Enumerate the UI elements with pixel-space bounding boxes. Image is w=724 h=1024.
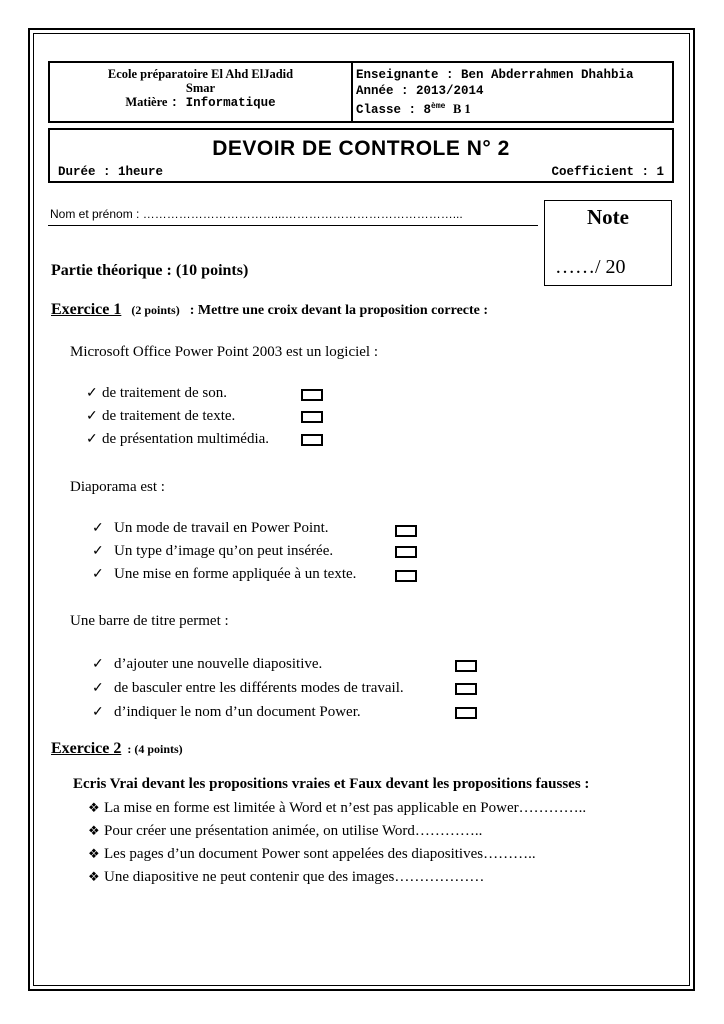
exercise2-points: : (4 points) — [127, 742, 183, 756]
school-city: Smar — [185, 81, 216, 95]
q1-option-3 — [86, 431, 269, 448]
q1-option-1 — [86, 385, 227, 402]
q3-option-1 — [92, 656, 322, 673]
option-label: Un mode de travail en Power Point. — [114, 520, 329, 536]
option-label: d’indiquer le nom d’un document Power. — [114, 704, 361, 720]
q2-option-3 — [92, 566, 356, 583]
q2-checkbox-2[interactable] — [395, 546, 417, 558]
header-box — [48, 61, 674, 123]
ex2-item-text: Pour créer une présentation animée, on utilise Word………….. — [104, 823, 483, 839]
q3-option-3 — [92, 704, 361, 721]
teacher-info — [356, 67, 634, 118]
title-box — [48, 128, 674, 183]
question-2-text: Diaporama est : — [70, 479, 165, 495]
q2-option-2 — [92, 543, 333, 560]
q2-option-1 — [92, 520, 329, 537]
ex2-item-text: La mise en forme est limitée à Word et n’est pas applicable en Power………….. — [104, 800, 587, 816]
q2-checkbox-1[interactable] — [395, 525, 417, 537]
subject-value: : Informatique — [170, 96, 276, 110]
ex2-item-text: Une diapositive ne peut contenir que des images……………… — [104, 869, 485, 885]
diamond-bullet-icon: ❖ — [88, 800, 100, 815]
ex2-item-text: Les pages d’un document Power sont appelées des diapositives……….. — [104, 846, 536, 862]
check-icon: ✓ — [92, 657, 104, 672]
question-3-text: Une barre de titre permet : — [70, 613, 229, 629]
check-icon: ✓ — [92, 544, 104, 559]
class-prefix: Classe : 8 — [356, 103, 432, 118]
q2-checkbox-3[interactable] — [395, 570, 417, 582]
check-icon: ✓ — [86, 409, 98, 424]
ex2-item-2 — [88, 823, 482, 840]
exercise2-title: Exercice 2 — [51, 740, 122, 757]
note-box — [544, 200, 672, 286]
check-icon: ✓ — [92, 567, 104, 582]
q3-checkbox-3[interactable] — [455, 707, 477, 719]
subject-label: Matière — [125, 95, 168, 109]
note-label: Note — [587, 205, 629, 229]
diamond-bullet-icon: ❖ — [88, 846, 100, 861]
option-label: de basculer entre les différents modes de travail. — [114, 680, 404, 696]
header-divider — [351, 63, 353, 121]
check-icon: ✓ — [86, 386, 98, 401]
teacher-name: Enseignante : Ben Abderrahmen Dhahbia — [356, 68, 634, 82]
q1-checkbox-3[interactable] — [301, 434, 323, 446]
theory-title: Partie théorique : (10 points) — [51, 262, 249, 279]
coefficient: Coefficient : 1 — [551, 165, 664, 179]
class — [356, 99, 634, 118]
option-label: de traitement de son. — [102, 385, 227, 401]
q3-checkbox-2[interactable] — [455, 683, 477, 695]
ex2-item-1 — [88, 800, 586, 817]
subject — [50, 95, 351, 110]
class-sup: ème — [431, 102, 446, 111]
q3-option-2 — [92, 680, 404, 697]
name-underline — [48, 225, 538, 226]
exercise1-instruction: : Mettre une croix devant la proposition correcte : — [189, 303, 489, 318]
check-icon: ✓ — [92, 521, 104, 536]
exam-title: DEVOIR DE CONTROLE N° 2 — [212, 137, 510, 160]
option-label: d’ajouter une nouvelle diapositive. — [114, 656, 323, 672]
ex2-item-4 — [88, 869, 484, 886]
q3-checkbox-1[interactable] — [455, 660, 477, 672]
q1-option-2 — [86, 408, 235, 425]
q1-checkbox-1[interactable] — [301, 389, 323, 401]
school-info — [50, 67, 351, 110]
exercise2-heading — [51, 740, 183, 758]
diamond-bullet-icon: ❖ — [88, 869, 100, 884]
school-year: Année : 2013/2014 — [356, 84, 484, 98]
check-icon: ✓ — [92, 681, 104, 696]
exercise1-heading — [51, 301, 488, 319]
option-label: de traitement de texte. — [102, 408, 236, 424]
q1-checkbox-2[interactable] — [301, 411, 323, 423]
check-icon: ✓ — [92, 705, 104, 720]
exercise1-title: Exercice 1 — [51, 301, 122, 318]
check-icon: ✓ — [86, 432, 98, 447]
option-label: de présentation multimédia. — [102, 431, 270, 447]
exercise2-instruction: Ecris Vrai devant les propositions vraies et Faux devant les propositions fausses : — [73, 776, 590, 792]
note-score: ……/ 20 — [555, 256, 626, 278]
class-suffix: B 1 — [452, 102, 471, 117]
school-name: Ecole préparatoire El Ahd ElJadid — [107, 67, 294, 81]
diamond-bullet-icon: ❖ — [88, 823, 100, 838]
question-1-text: Microsoft Office Power Point 2003 est un logiciel : — [70, 344, 379, 360]
option-label: Une mise en forme appliquée à un texte. — [114, 566, 357, 582]
ex2-item-3 — [88, 846, 536, 863]
exercise1-points: (2 points) — [131, 303, 180, 317]
student-name-field[interactable]: Nom et prénom : ……………………………...……………………………………... — [50, 207, 463, 221]
option-label: Un type d’image qu’on peut insérée. — [114, 543, 334, 559]
duration: Durée : 1heure — [58, 165, 164, 179]
